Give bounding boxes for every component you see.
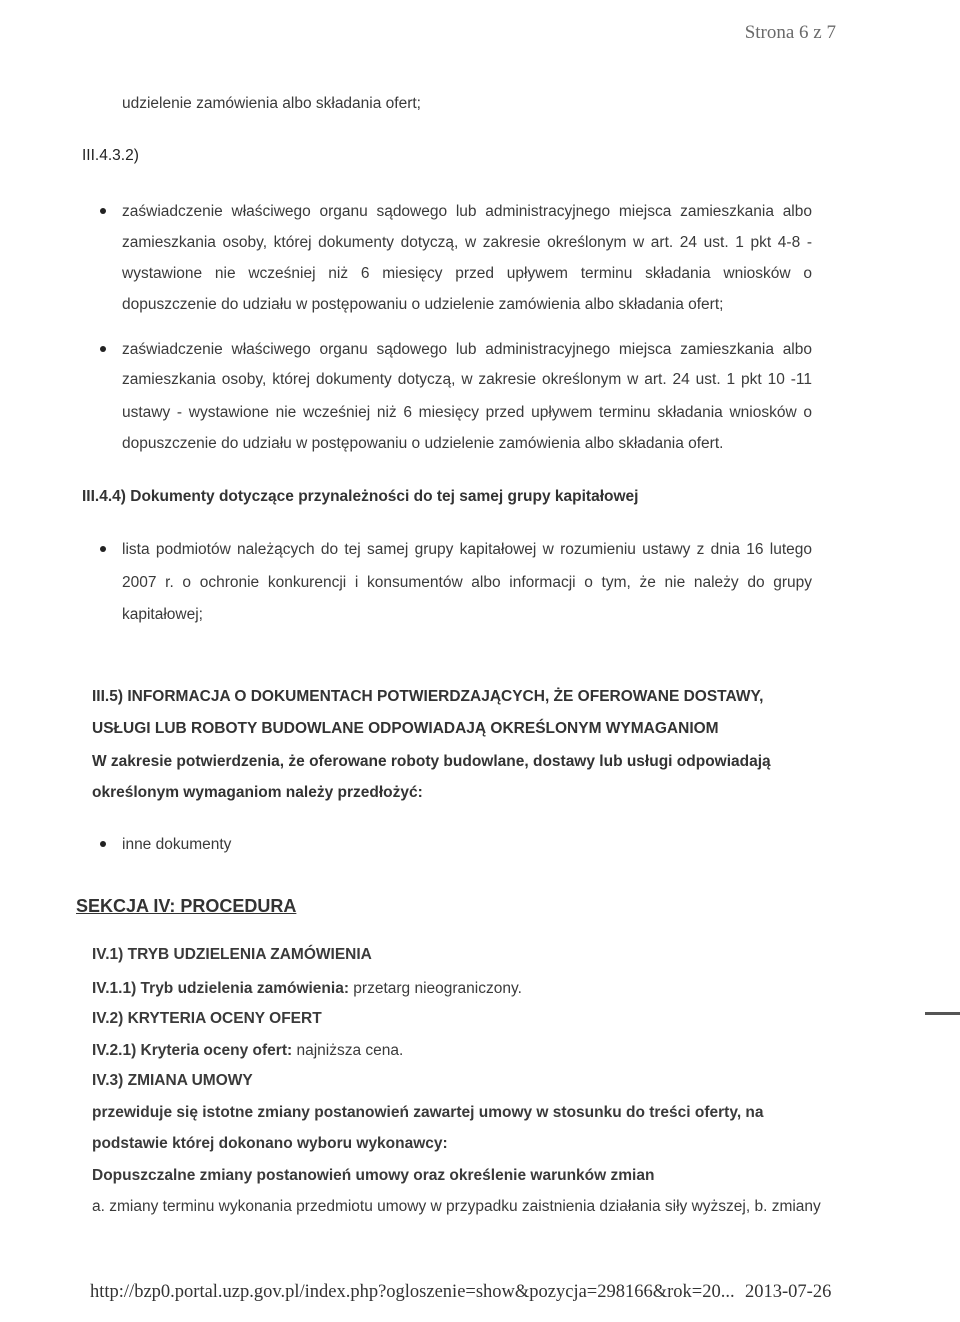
scan-edge-line (925, 1012, 960, 1015)
bullet-dot (100, 208, 106, 214)
paragraph-line: W zakresie potwierdzenia, że oferowane roboty budowlane, dostawy lub usługi odpowiadają (92, 753, 771, 770)
iv3-text: a. zmiany terminu wykonania przedmiotu umowy w przypadku zaistnienia działania siły wyższej, b. zmiany (92, 1198, 821, 1215)
paragraph-line: lista podmiotów należących do tej samej grupy kapitałowej w rozumieniu ustawy z dnia 16 lutego (122, 541, 812, 558)
paragraph-line: zaświadczenie właściwego organu sądowego lub administracyjnego miejsca zamieszkania albo (122, 203, 812, 220)
paragraph-line: wystawione nie wcześniej niż 6 miesięcy przed upływem terminu składania wniosków o (122, 265, 812, 282)
paragraph-line: podstawie której dokonano wyboru wykonawcy: (92, 1135, 448, 1152)
paragraph-line: ustawy - wystawione nie wcześniej niż 6 miesięcy przed upływem terminu składania wniosków o (122, 404, 812, 421)
paragraph-line: zamieszkania osoby, której dokumenty dotyczą, w zakresie określonym w art. 24 ust. 1 pkt 4-8 - (122, 234, 812, 251)
paragraph-line: zaświadczenie właściwego organu sądowego lub administracyjnego miejsca zamieszkania albo (122, 341, 812, 358)
footer-date: 2013-07-26 (745, 1282, 832, 1302)
footer-url: http://bzp0.portal.uzp.gov.pl/index.php?ogloszenie=show&pozycja=298166&rok=20... (90, 1282, 735, 1302)
heading-label: III.4.4) (82, 488, 126, 505)
bullet-dot (100, 841, 106, 847)
section-heading (82, 489, 638, 505)
bullet-dot (100, 346, 106, 352)
page-number: Strona 6 z 7 (744, 22, 836, 43)
subsection-line (92, 981, 522, 997)
subsection-line (92, 1043, 403, 1059)
paragraph-line: dopuszczenie do udziału w postępowaniu o udzielenie zamówienia albo składania ofert; (122, 296, 724, 313)
paragraph-line: dopuszczenie do udziału w postępowaniu o udzielenie zamówienia albo składania ofert. (122, 435, 724, 452)
paragraph-line: kapitałowej; (122, 606, 203, 623)
bullet-text: inne dokumenty (122, 836, 232, 853)
paragraph-line: określonym wymaganiom należy przedłożyć: (92, 784, 423, 801)
continuation-line: udzielenie zamówienia albo składania ofert; (122, 95, 421, 112)
subsection-heading: IV.3) ZMIANA UMOWY (92, 1072, 253, 1089)
section-label: III.4.3.2) (82, 147, 139, 164)
bullet-dot (100, 546, 106, 552)
paragraph-line: 2007 r. o ochronie konkurencji i konsumentów albo informacji o tym, że nie należy do grupy (122, 574, 812, 591)
iv3-subheading: Dopuszczalne zmiany postanowień umowy oraz określenie warunków zmian (92, 1167, 655, 1184)
subsection-label: IV.2.1) Kryteria oceny ofert: (92, 1042, 293, 1059)
heading-line: USŁUGI LUB ROBOTY BUDOWLANE ODPOWIADAJĄ OKREŚLONYM WYMAGANIOM (92, 720, 719, 737)
section-title: SEKCJA IV: PROCEDURA (76, 896, 297, 916)
subsection-value: przetarg nieograniczony. (353, 980, 522, 997)
paragraph-line: zamieszkania osoby, której dokumenty dotyczą, w zakresie określonym w art. 24 ust. 1 pkt 10 -11 (122, 371, 812, 388)
paragraph-line: przewiduje się istotne zmiany postanowień zawartej umowy w stosunku do treści oferty, na (92, 1104, 764, 1121)
heading-text: Dokumenty dotyczące przynależności do tej samej grupy kapitałowej (130, 488, 639, 505)
subsection-heading: IV.1) TRYB UDZIELENIA ZAMÓWIENIA (92, 946, 372, 963)
subsection-value: najniższa cena. (296, 1042, 404, 1059)
subsection-label: IV.1.1) Tryb udzielenia zamówienia: (92, 980, 349, 997)
subsection-heading: IV.2) KRYTERIA OCENY OFERT (92, 1010, 322, 1027)
heading-line: III.5) INFORMACJA O DOKUMENTACH POTWIERDZAJĄCYCH, ŻE OFEROWANE DOSTAWY, (92, 688, 764, 705)
